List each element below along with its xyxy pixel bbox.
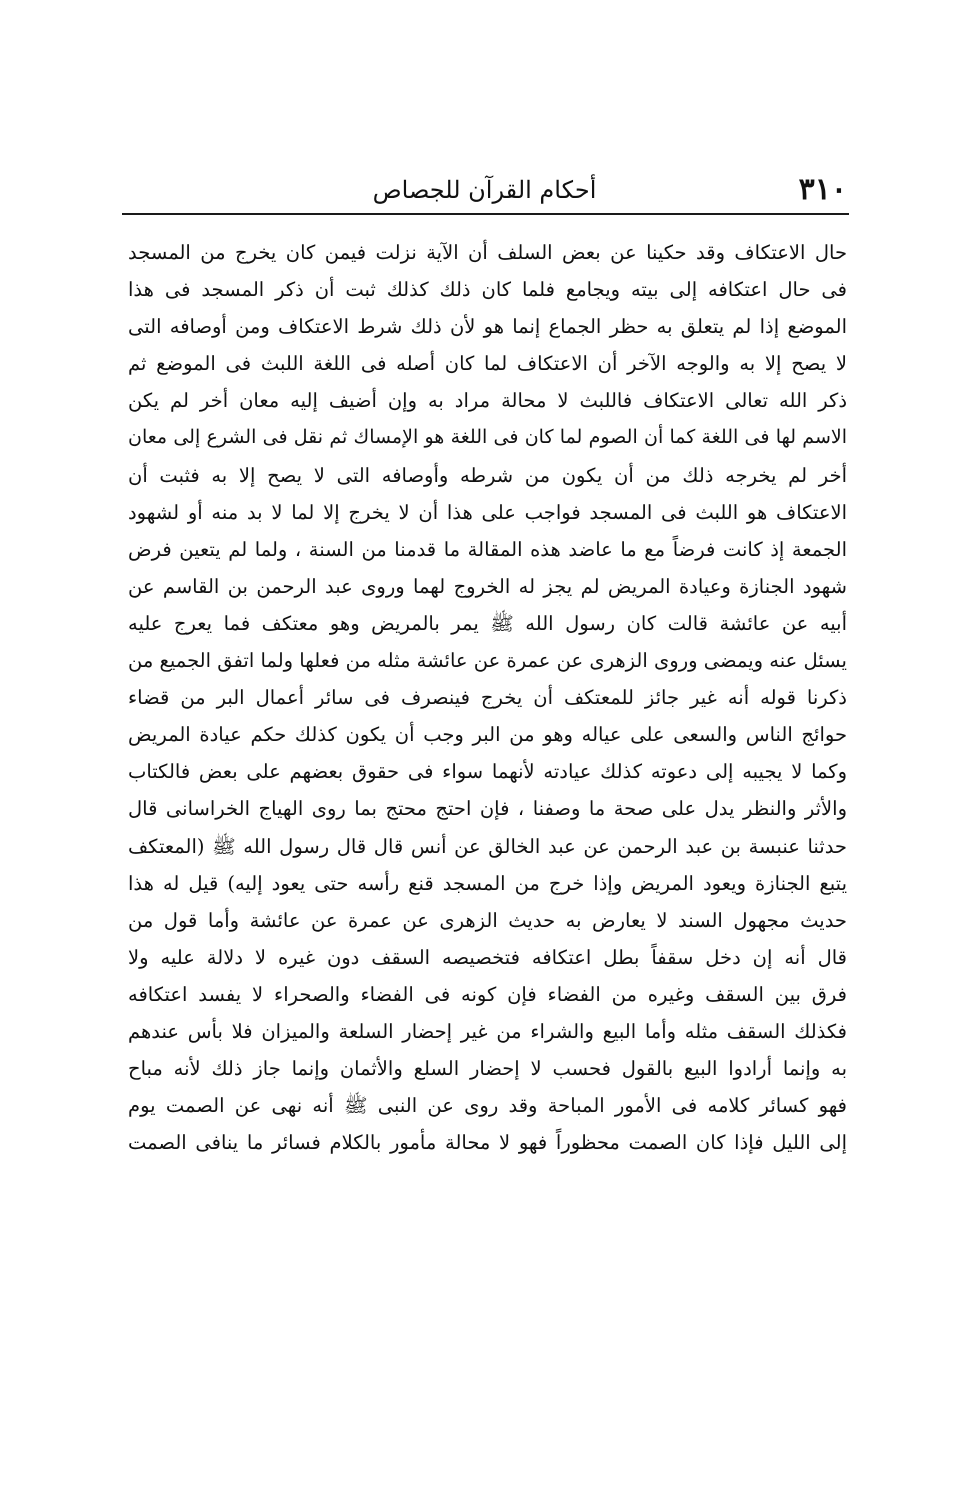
text-line: فى حال اعتكافه إلى بيته ويجامع فلما كان ذلك كذلك ثبت أن ذكر المسجد فى هذا	[128, 278, 847, 302]
text-line: إلى الليل فإذا كان الصمت محظوراً فهو لا محالة مأمور بالكلام فسائر ما ينافى الصمت	[128, 1131, 847, 1155]
text-line: وكما لا يجيبه إلى دعوته كذلك عيادته لأنهما سواء فى حقوق بعضهم على بعض فالكتاب	[128, 760, 847, 784]
text-line: حديث مجهول السند لا يعارض به حديث الزهرى عن عمرة عن عائشة وأما قول من	[128, 908, 847, 932]
text-line: يتبع الجنازة ويعود المريض وإذا خرج من المسجد قنع رأسه حتى يعود إليه) قيل له هذا	[128, 871, 847, 895]
body-text	[128, 234, 847, 1161]
text-line: ذكر الله تعالى الاعتكاف فاللبث لا محالة مراد به وإن أضيف إليه معان أخر لم يكن	[128, 389, 847, 413]
text-line: الاسم لها فى اللغة كما أن الصوم لما كان فى اللغة هو الإمساك ثم نقل فى الشرع إلى معان	[128, 426, 847, 449]
text-line: قال أنه إن دخل سقفاً بطل اعتكافه فتخصيصه السقف دون غيره لا دلالة عليه ولا	[128, 945, 847, 969]
text-line: الموضع إذا لم يتعلق به حظر الجماع إنما هو لأن ذلك شرط الاعتكاف ومن أوصافه التى	[128, 315, 847, 339]
text-line: حدثنا عنبسة بن عبد الرحمن عن عبد الخالق عن أنس قال قال رسول الله ﷺ (المعتكف	[128, 834, 847, 858]
text-line: فكذلك السقف مثله وأما البيع والشراء من غير إحضار السلعة والميزان فلا بأس عندهم	[128, 1019, 847, 1043]
header-rule	[122, 213, 849, 215]
text-line: لا يصح إلا به والوجه الآخر أن الاعتكاف لما كان أصله فى اللغة اللبث فى الموضع ثم	[128, 352, 847, 376]
text-line: أبيه عن عائشة قالت كان رسول الله ﷺ يمر بالمريض وهو معتكف فما يعرج عليه	[128, 611, 847, 635]
text-line: حوائج الناس والسعى على عياله وهو من البر وجب أن يكون كذلك حكم عيادة المريض	[128, 723, 847, 747]
page-number: ٣١٠	[798, 172, 847, 207]
text-line: به وإنما أرادوا البيع بالقول فحسب لا إحضار السلع والأثمان وإنما جاز ذلك لأنه مباح	[128, 1057, 847, 1081]
text-line: شهود الجنازة وعيادة المريض لم يجز له الخروج لهما وروى عبد الرحمن بن القاسم عن	[128, 574, 847, 598]
text-line: والأثر والنظر يدل على صحة ما وصفنا ، فإن احتج محتج بما روى الهياج الخراسانى قال	[128, 797, 847, 821]
text-line: ذكرنا قوله أنه غير جائز للمعتكف أن يخرج فينصرف فى سائر أعمال البر من قضاء	[128, 686, 847, 710]
text-line: حال الاعتكاف وقد حكينا عن بعض السلف أن الآية نزلت فيمن كان يخرج من المسجد	[128, 241, 847, 264]
running-title: أحكام القرآن للجصاص	[372, 176, 597, 204]
page-header	[122, 170, 847, 210]
text-line: أخر لم يخرجه ذلك من أن يكون من شرطه وأوصافه التى لا يصح إلا به فثبت أن	[128, 463, 847, 487]
text-line: يسئل عنه ويمضى وروى الزهرى عن عمرة عن عائشة مثله من فعلها ولما اتفق الجميع من	[128, 649, 847, 673]
text-line: الاعتكاف هو اللبث فى المسجد فواجب على هذا أن لا يخرج إلا لما لا بد منه أو لشهود	[128, 500, 847, 524]
text-line: فهو كسائر كلامه فى الأمور المباحة وقد روى عن النبى ﷺ أنه نهى عن الصمت يوم	[128, 1094, 847, 1118]
text-line: فرق بين السقف وغيره من الفضاء فإن كونه فى الفضاء والصحراء لا يفسد اعتكافه	[128, 982, 847, 1006]
text-line: الجمعة إذ كانت فرضاً مع ما عاضد هذه المقالة ما قدمنا من السنة ، ولما لم يتعين فرض	[128, 537, 847, 561]
